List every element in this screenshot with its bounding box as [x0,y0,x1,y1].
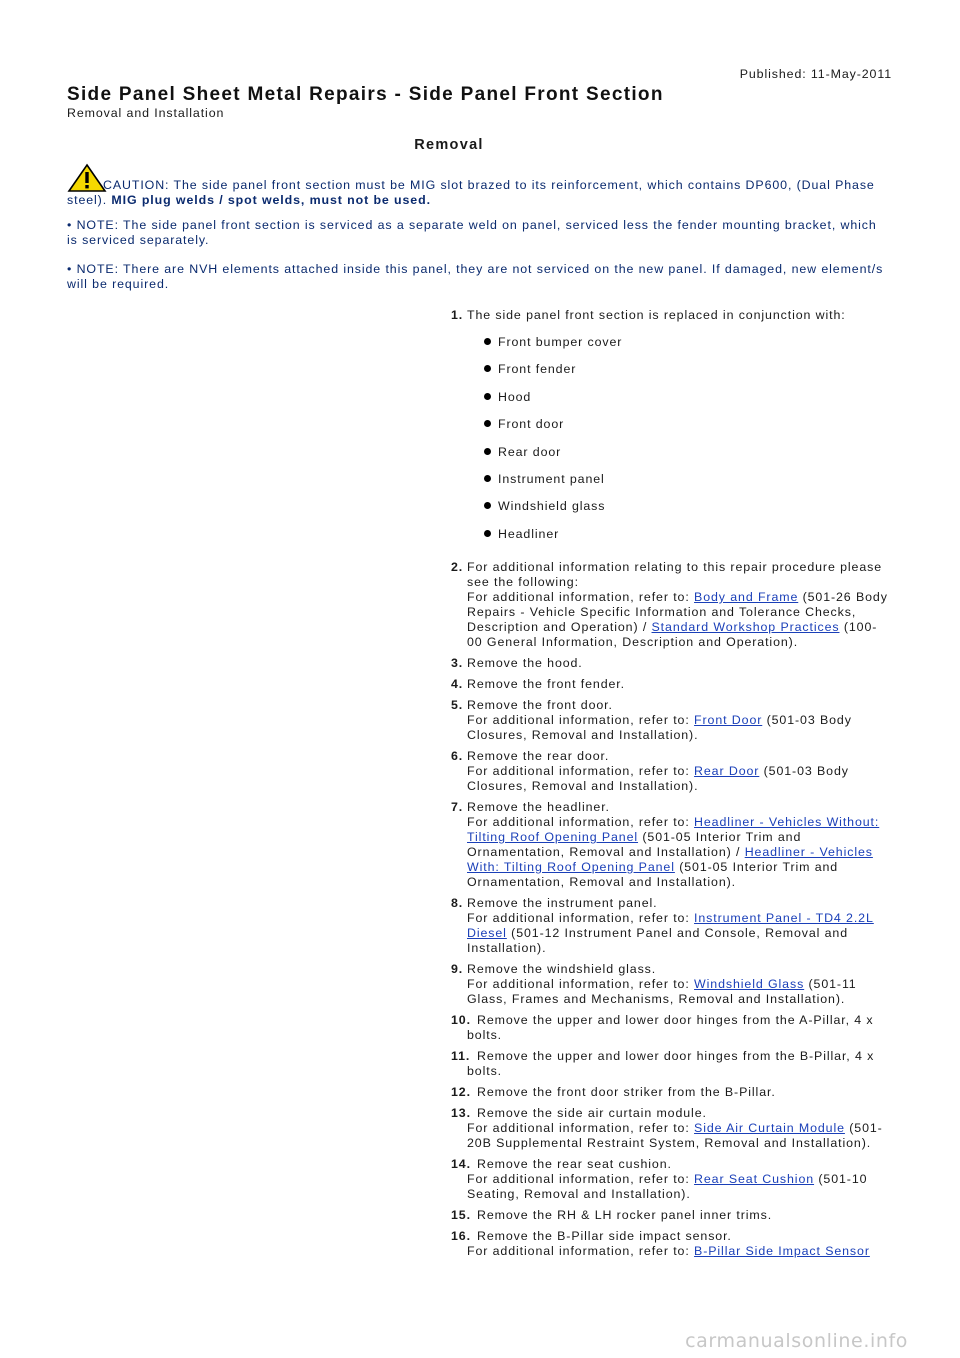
reference-text: (501-12 Instrument Panel and Console, Removal and Installation). [467,926,849,956]
warning-triangle-icon [67,163,107,193]
reference-text: (501-26 Body Repairs - Vehicle Specific Information and Tolerance Checks, Description and Operation) / [467,590,888,635]
link-b-pillar-side-impact-sensor[interactable]: B-Pillar Side Impact Sensor [694,1244,870,1259]
step-11 [452,1049,892,1079]
step-text: Remove the rear seat cushion. [477,1157,672,1172]
caution-strong: MIG plug welds / spot welds, must not be used. [111,193,431,207]
page-subtitle: Removal and Installation [67,106,225,120]
list-item: Headliner [467,527,892,554]
step-10 [452,1013,892,1043]
section-heading-removal: Removal [414,137,484,153]
step-4 [452,677,892,692]
caution-text: CAUTION: The side panel front section must be MIG slot brazed to its reinforcement, which contains DP600, (Dual Phase steel). MIG plug welds / spot welds, must not be used. [67,178,875,207]
link-front-door[interactable]: Front Door [694,713,763,728]
reference-prefix: For additional information, refer to: [467,977,695,992]
link-rear-door[interactable]: Rear Door [694,764,760,779]
note-serviced-panel: • NOTE: The side panel front section is serviced as a separate weld on panel, serviced less the fender mounting bracket, which is serviced separately. [67,218,877,247]
step-8 [452,896,892,956]
reference-prefix: For additional information, refer to: [467,590,695,605]
step-number: 11. [451,1049,471,1064]
reference-prefix: For additional information, refer to: [467,713,695,728]
list-item: Front door [467,417,892,444]
step-6 [452,749,892,794]
step-13 [452,1106,892,1151]
step-14 [452,1157,892,1202]
link-rear-seat-cushion[interactable]: Rear Seat Cushion [694,1172,815,1187]
note-nvh-elements: • NOTE: There are NVH elements attached inside this panel, they are not serviced on the new panel. If damaged, new element/s will be required. [67,262,884,291]
step-text: Remove the front fender. [467,677,625,692]
list-item: Front bumper cover [467,335,892,362]
step-number: 12. [451,1085,471,1100]
step-number: 15. [451,1208,471,1223]
step-5 [452,698,892,743]
step-text: Remove the side air curtain module. [477,1106,707,1121]
step-3 [452,656,892,671]
list-item: Windshield glass [467,499,892,526]
caution-block [67,165,887,208]
step-text: Remove the headliner. [467,800,610,815]
reference-text: (501-05 Interior Trim and Ornamentation, Removal and Installation). [467,860,839,890]
step-text: Remove the upper and lower door hinges from the A-Pillar, 4 x bolts. [467,1013,874,1043]
step-text: Remove the rear door. [467,749,610,764]
step-number: 3. [451,656,464,671]
reference-text: (501-05 Interior Trim and Ornamentation, Removal and Installation) / [467,830,802,860]
step-number: 14. [451,1157,471,1172]
step-text: Remove the instrument panel. [467,896,658,911]
link-headliner-without-roof-panel[interactable]: Headliner - Vehicles Without: Tilting Roof Opening Panel [467,815,880,845]
link-instrument-panel[interactable]: Instrument Panel - TD4 2.2L Diesel [467,911,874,941]
step-12 [452,1085,892,1100]
reference-prefix: For additional information, refer to: [467,815,695,830]
link-headliner-with-roof-panel[interactable]: Headliner - Vehicles With: Tilting Roof Opening Panel [467,845,873,875]
link-body-and-frame[interactable]: Body and Frame [694,590,799,605]
list-item: Front fender [467,362,892,389]
step-number: 4. [451,677,464,692]
reference-text: (100-00 General Information, Description and Operation). [467,620,878,650]
step-number: 1. [451,308,464,322]
list-item: Rear door [467,445,892,472]
step-number: 9. [451,962,464,977]
step-number: 6. [451,749,464,764]
reference-prefix: For additional information, refer to: [467,764,695,779]
step-number: 5. [451,698,464,713]
step-15 [452,1208,892,1223]
reference-text: (501-10 Seating, Removal and Installation). [467,1172,868,1202]
step-text: Remove the windshield glass. [467,962,657,977]
step-16 [452,1229,892,1259]
reference-text: (501-03 Body Closures, Removal and Installation). [467,713,852,743]
step-number: 2. [451,560,464,575]
step-text: Remove the hood. [467,656,583,671]
step-number: 8. [451,896,464,911]
link-standard-workshop-practices[interactable]: Standard Workshop Practices [651,620,840,635]
conjunction-list [467,335,892,554]
step-number: 16. [451,1229,471,1244]
step-text: The side panel front section is replaced in conjunction with: [467,308,846,322]
link-windshield-glass[interactable]: Windshield Glass [694,977,805,992]
step-text: For additional information relating to this repair procedure please see the following: [467,560,883,590]
list-item: Instrument panel [467,472,892,499]
step-number: 13. [451,1106,471,1121]
procedure-steps [452,308,892,1265]
reference-prefix: For additional information, refer to: [467,1172,695,1187]
reference-prefix: For additional information, refer to: [467,1121,695,1136]
step-text: Remove the B-Pillar side impact sensor. [477,1229,732,1244]
step-number: 7. [451,800,464,815]
published-date: Published: 11-May-2011 [739,67,892,81]
list-item: Hood [467,390,892,417]
watermark: carmanualsonline.info [685,1330,908,1352]
reference-text: (501-20B Supplemental Restraint System, Removal and Installation). [467,1121,883,1151]
step-number: 10. [451,1013,471,1028]
reference-prefix: For additional information, refer to: [467,1244,695,1259]
step-text: Remove the upper and lower door hinges from the B-Pillar, 4 x bolts. [467,1049,875,1079]
reference-text: (501-11 Glass, Frames and Mechanisms, Removal and Installation). [467,977,857,1007]
step-1 [452,308,892,554]
step-9 [452,962,892,1007]
page-title: Side Panel Sheet Metal Repairs - Side Panel Front Section [67,84,664,105]
step-text: Remove the front door. [467,698,613,713]
step-7 [452,800,892,890]
reference-text: (501-03 Body Closures, Removal and Installation). [467,764,849,794]
step-text: Remove the front door striker from the B-Pillar. [477,1085,776,1100]
step-text: Remove the RH & LH rocker panel inner trims. [477,1208,773,1223]
step-2 [452,560,892,650]
link-side-air-curtain-module[interactable]: Side Air Curtain Module [694,1121,845,1136]
reference-prefix: For additional information, refer to: [467,911,695,926]
